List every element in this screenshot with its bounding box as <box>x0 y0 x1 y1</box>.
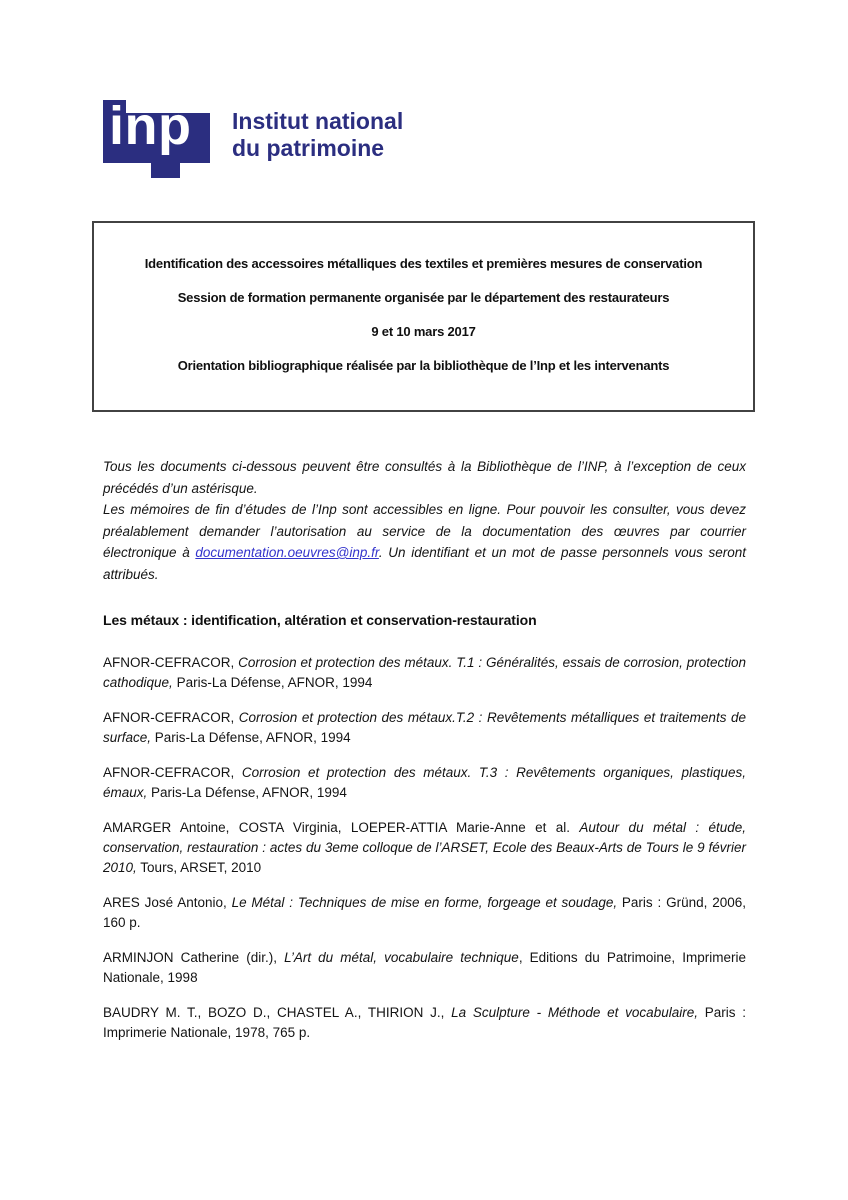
text-segment: La Sculpture - Méthode et vocabulaire, <box>451 1005 698 1020</box>
text-segment: Tous les documents ci-dessous peuvent être consultés à la Bibliothèque de l’INP, à l’exception de ceux précédés d’un astérisque. <box>103 459 746 496</box>
text-segment: Paris-La Défense, AFNOR, 1994 <box>147 785 347 800</box>
bibliography-entry <box>103 708 746 748</box>
inp-logo <box>103 96 404 163</box>
text-segment: Les mémoires de fin d’études de l’Inp sont accessibles en ligne. Pour pouvoir les consulter, vous devez préalablement demander l’autorisation au service de la documentation des œuvres par courrier électronique à <box>103 502 746 560</box>
text-segment: Paris-La Défense, AFNOR, 1994 <box>151 730 351 745</box>
text-segment: BAUDRY M. T., BOZO D., CHASTEL A., THIRION J., <box>103 1005 452 1020</box>
bibliography-entry <box>103 948 746 988</box>
intro-paragraph <box>103 499 746 585</box>
bibliography-list <box>103 653 746 1058</box>
section-heading: Les métaux : identification, altération et conservation-restauration <box>103 612 537 628</box>
text-segment: L’Art du métal, vocabulaire technique <box>284 950 519 965</box>
title-box <box>92 221 755 412</box>
intro-note <box>103 456 746 585</box>
text-segment: Paris : Gründ, 2006, 160 p. <box>103 895 746 930</box>
inp-logo-acronym: inp <box>109 96 192 156</box>
text-segment: AFNOR-CEFRACOR, <box>103 655 239 670</box>
text-segment: Corrosion et protection des métaux. T.1 : Généralités, essais de corrosion, protection cathodique, <box>103 655 746 690</box>
bibliography-entry <box>103 818 746 878</box>
text-segment: ARMINJON Catherine (dir.), <box>103 950 285 965</box>
title-box-line: 9 et 10 mars 2017 <box>371 324 476 339</box>
text-segment: ARES José Antonio, <box>103 895 232 910</box>
text-segment: Corrosion et protection des métaux.T.2 : Revêtements métalliques et traitements de surface, <box>103 710 747 745</box>
text-segment: AFNOR-CEFRACOR, <box>103 710 239 725</box>
logo-name-line2: du patrimoine <box>232 135 385 161</box>
text-segment: Le Métal : Techniques de mise en forme, forgeage et soudage, <box>231 895 618 910</box>
email-link[interactable]: documentation.oeuvres@inp.fr <box>195 545 379 560</box>
bibliography-entry <box>103 653 746 693</box>
bibliography-entry <box>103 1003 746 1043</box>
text-segment: , Editions du Patrimoine, Imprimerie Nationale, 1998 <box>103 950 746 985</box>
title-box-line: Identification des accessoires métalliques des textiles et premières mesures de conservation <box>144 256 703 271</box>
text-segment: Paris : Imprimerie Nationale, 1978, 765 p. <box>103 1005 746 1040</box>
text-segment: Autour du métal : étude, conservation, restauration : actes du 3eme colloque de l’ARSET, Ecole des Beaux-Arts de Tours le 9 février 2010, <box>103 820 746 875</box>
inp-logo-wordmark <box>232 100 403 163</box>
inp-logo-mark <box>103 96 210 163</box>
title-box-line: Orientation bibliographique réalisée par la bibliothèque de l’Inp et les intervenants <box>177 358 670 373</box>
text-segment: . Un identifiant et un mot de passe personnels vous seront attribués. <box>103 545 746 582</box>
text-segment: AMARGER Antoine, COSTA Virginia, LOEPER-ATTIA Marie-Anne et al. <box>103 820 580 835</box>
text-segment: AFNOR-CEFRACOR, <box>103 765 242 780</box>
bibliography-entry <box>103 763 746 803</box>
title-box-line: Session de formation permanente organisée par le département des restaurateurs <box>177 290 670 305</box>
bibliography-entry <box>103 893 746 933</box>
text-segment: Paris-La Défense, AFNOR, 1994 <box>172 675 373 690</box>
intro-paragraph <box>103 456 746 499</box>
logo-name-line1: Institut national <box>232 108 404 134</box>
text-segment: Corrosion et protection des métaux. T.3 : Revêtements organiques, plastiques, émaux, <box>103 765 746 800</box>
logo-bottom-tab-shape <box>151 162 180 178</box>
text-segment: Tours, ARSET, 2010 <box>136 860 262 875</box>
